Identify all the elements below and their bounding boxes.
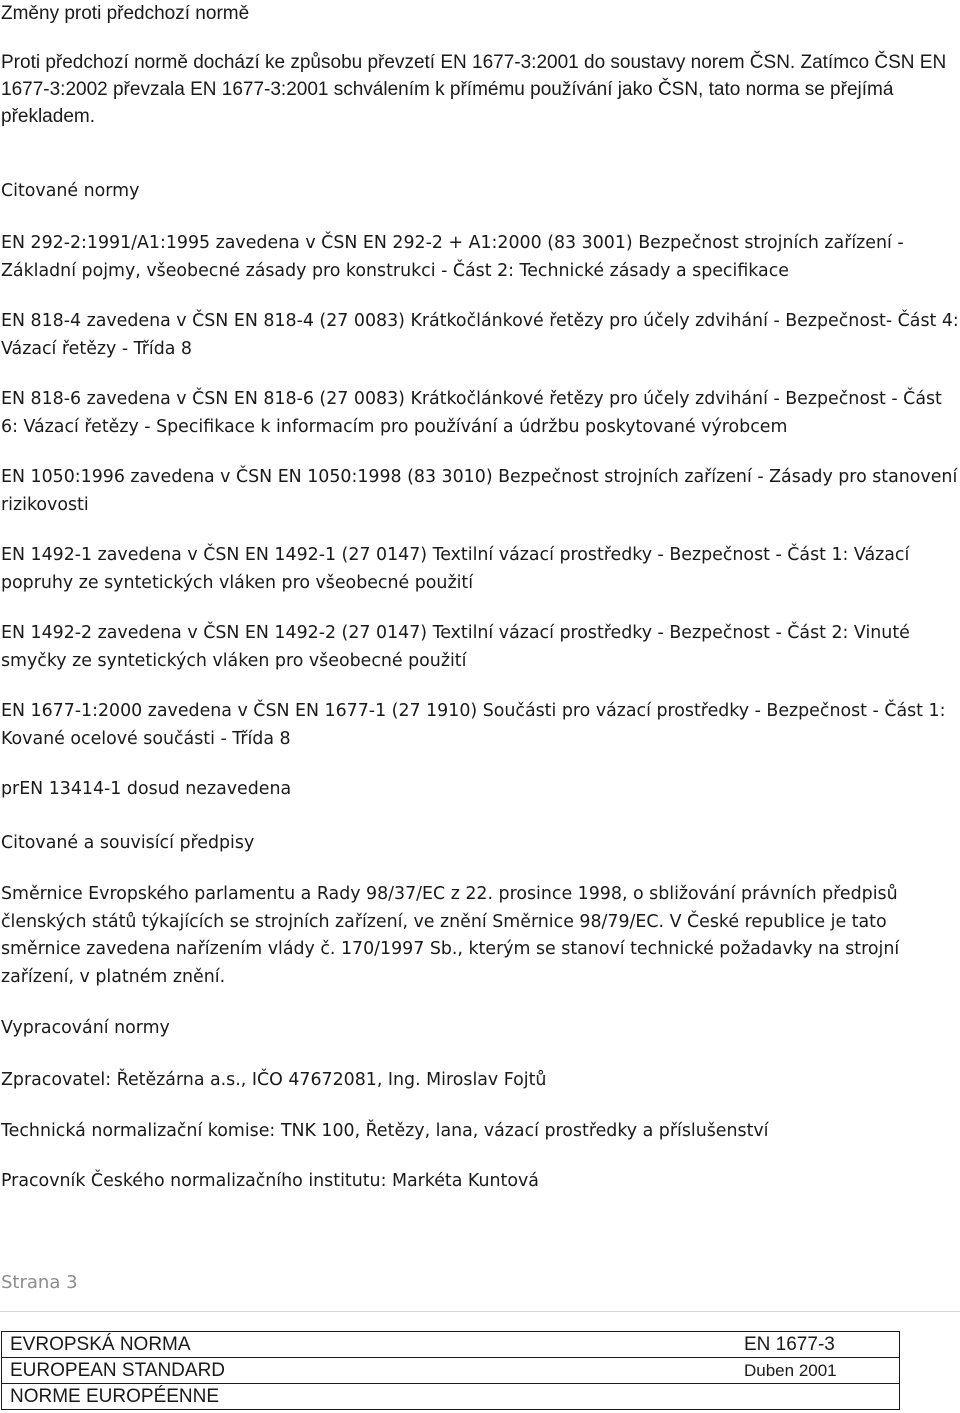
cited-norms-list	[1, 230, 959, 827]
standard-row	[2, 1384, 899, 1410]
standard-name-en: EUROPEAN STANDARD	[10, 1360, 226, 1381]
norm-item: EN 1677-1:2000 zavedena v ČSN EN 1677-1 (27 1910) Součásti pro vázací prostředky - Bezpečnost - Část 1: Kované ocelové součásti - Třída 8	[1, 701, 946, 749]
page-divider	[0, 1311, 960, 1312]
standard-row	[2, 1358, 899, 1384]
norm-item: EN 1492-1 zavedena v ČSN EN 1492-1 (27 0147) Textilní vázací prostředky - Bezpečnost - Část 1: Vázací popruhy ze syntetických vláken pro všeobecné použití	[1, 545, 910, 593]
page-number: Strana 3	[1, 1272, 78, 1293]
standard-name-cs: EVROPSKÁ NORMA	[10, 1334, 191, 1355]
norm-item: EN 292-2:1991/A1:1995 zavedena v ČSN EN 292-2 + A1:2000 (83 3001) Bezpečnost strojních zařízení - Základní pojmy, všeobecné zásady pro konstrukci - Část 2: Technické zásady a specifikace	[1, 233, 904, 281]
directive-paragraph: Směrnice Evropského parlamentu a Rady 98/37/EC z 22. prosince 1998, o sbližování právních předpisů členských států týkajících se strojních zařízení, ve znění Směrnice 98/79/EC. V České republice je tato směrnice zavedena nařízením vlády č. 170/1997 Sb., kterým se stanoví technické požadavky na strojní zařízení, v platném znění.	[1, 884, 900, 987]
committee-line: Technická normalizační komise: TNK 100, Řetězy, lana, vázací prostředky a příslušenství	[1, 1121, 769, 1141]
norm-item: EN 1492-2 zavedena v ČSN EN 1492-2 (27 0147) Textilní vázací prostředky - Bezpečnost - Část 2: Vinuté smyčky ze syntetických vláken pro všeobecné použití	[1, 623, 910, 671]
norm-item: EN 1050:1996 zavedena v ČSN EN 1050:1998 (83 3010) Bezpečnost strojních zařízení - Zásady pro stanovení rizikovosti	[1, 467, 958, 515]
related-regulations-heading: Citované a souvisící předpisy	[1, 833, 255, 853]
standard-date: Duben 2001	[744, 1361, 837, 1380]
intro-paragraph: Proti předchozí normě dochází ke způsobu převzetí EN 1677-3:2001 do soustavy norem ČSN. Zatímco ČSN EN 1677-3:2002 převzala EN 1677-3:2001 schválením k přímému používání jako ČSN, tato norma se přejímá překladem.	[1, 52, 947, 127]
norm-item: EN 818-6 zavedena v ČSN EN 818-6 (27 0083) Krátkočlánkové řetězy pro účely zdvihání - Bezpečnost - Část 6: Vázací řetězy - Specifikace k informacím pro používání a údržbu poskytované výrobcem	[1, 389, 942, 437]
drafting-heading: Vypracování normy	[1, 1018, 170, 1038]
norm-item: EN 818-4 zavedena v ČSN EN 818-4 (27 0083) Krátkočlánkové řetězy pro účely zdvihání - Bezpečnost- Část 4: Vázací řetězy - Třída 8	[1, 311, 959, 359]
standard-row	[2, 1332, 899, 1358]
norm-item: prEN 13414-1 dosud nezavedena	[1, 779, 292, 799]
institute-worker-line: Pracovník Českého normalizačního institutu: Markéta Kuntová	[1, 1171, 539, 1191]
standard-number: EN 1677-3	[744, 1334, 835, 1355]
cited-norms-heading: Citované normy	[1, 181, 140, 201]
section-title: Změny proti předchozí normě	[1, 3, 250, 24]
standard-title-box	[1, 1331, 900, 1410]
standard-name-fr: NORME EUROPÉENNE	[10, 1386, 220, 1407]
preparer-line: Zpracovatel: Řetězárna a.s., IČO 47672081, Ing. Miroslav Fojtů	[1, 1070, 547, 1090]
